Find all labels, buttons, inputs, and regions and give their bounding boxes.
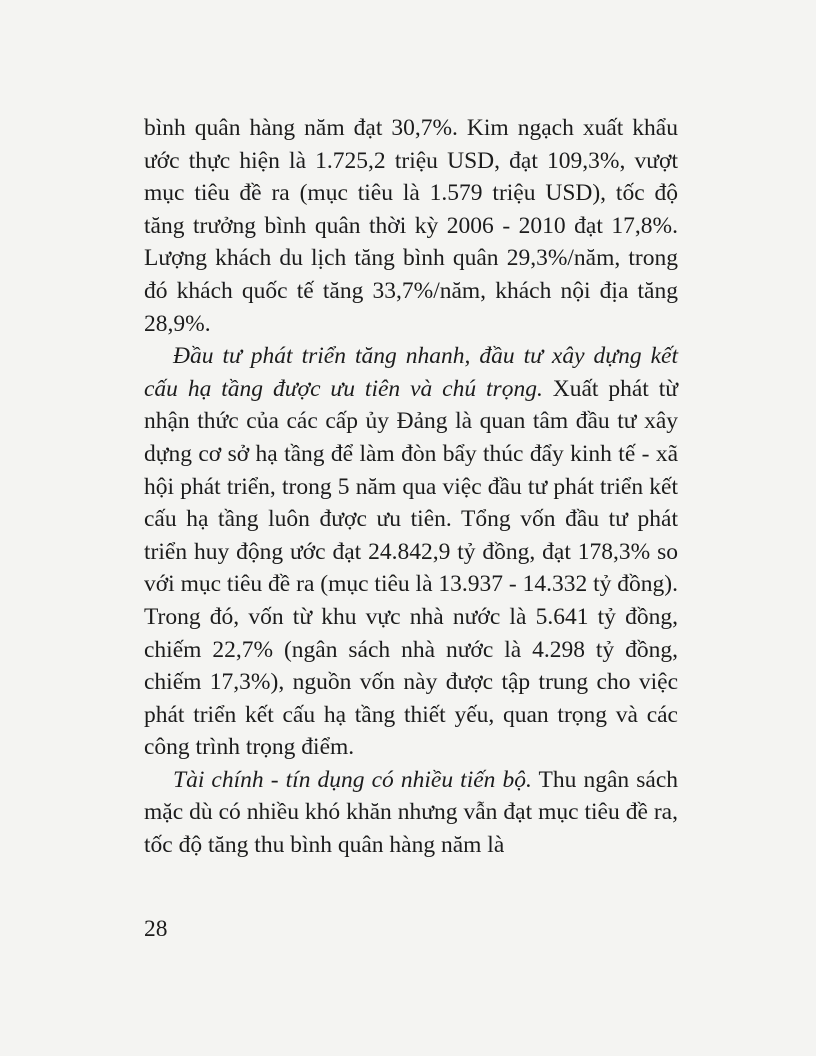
paragraph-finance (144, 764, 678, 862)
paragraph-text: bình quân hàng năm đạt 30,7%. Kim ngạch xuất khẩu ước thực hiện là 1.725,2 triệu USD, đạt 109,3%, vượt mục tiêu đề ra (mục tiêu là 1.579 triệu USD), tốc độ tăng trưởng bình quân thời kỳ 2006 - 2010 đạt 17,8%. Lượng khách du lịch tăng bình quân 29,3%/năm, trong đó khách quốc tế tăng 33,7%/năm, khách nội địa tăng 28,9%. (144, 115, 678, 337)
paragraph-heading: Đầu tư phát triển tăng nhanh, đầu tư xây dựng kết cấu hạ tầng được ưu tiên và chú trọng. (144, 343, 678, 402)
page-body (144, 112, 678, 862)
paragraph-trade-tourism (144, 112, 678, 340)
paragraph-investment (144, 340, 678, 764)
page-number: 28 (144, 916, 168, 942)
paragraph-text: Xuất phát từ nhận thức của các cấp ủy Đảng là quan tâm đầu tư xây dựng cơ sở hạ tầng để làm đòn bẩy thúc đẩy kinh tế - xã hội phát triển, trong 5 năm qua việc đầu tư phát triển kết cấu hạ tầng luôn được ưu tiên. Tổng vốn đầu tư phát triển huy động ước đạt 24.842,9 tỷ đồng, đạt 178,3% so với mục tiêu đề ra (mục tiêu là 13.937 - 14.332 tỷ đồng). Trong đó, vốn từ khu vực nhà nước là 5.641 tỷ đồng, chiếm 22,7% (ngân sách nhà nước là 4.298 tỷ đồng, chiếm 17,3%), nguồn vốn này được tập trung cho việc phát triển kết cấu hạ tầng thiết yếu, quan trọng và các công trình trọng điểm. (144, 375, 678, 761)
paragraph-text: Thu ngân sách mặc dù có nhiều khó khăn nhưng vẫn đạt mục tiêu đề ra, tốc độ tăng thu bình quân hàng năm là (144, 766, 678, 859)
paragraph-heading: Tài chính - tín dụng có nhiều tiến bộ. (173, 766, 532, 793)
